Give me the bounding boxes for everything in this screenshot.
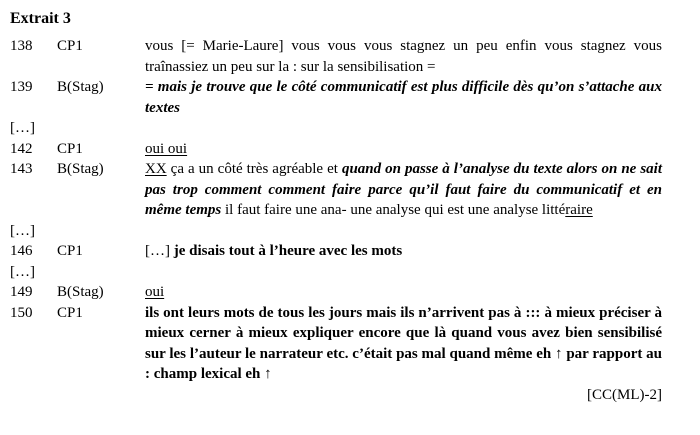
turn-number: 143 [10, 161, 33, 177]
utterance-segment: quand on passe à l’analyse du texte alors on ne sait pas trop comment comment faire parce qu’il faut faire du communicatif et en même temps [145, 161, 662, 218]
transcript-row [10, 77, 662, 118]
speaker-label: CP1 [57, 243, 83, 259]
speaker-label [57, 118, 145, 139]
ellipsis-row [10, 118, 662, 139]
utterance-segment: je disais tout à l’heure avec les mots [173, 243, 403, 259]
utterance-segment: = mais je trouve que le côté communicatif est plus difficile dès qu’on s’attache aux textes [145, 79, 662, 116]
turn-number: 150 [10, 304, 33, 321]
utterance-segment: […] [145, 243, 174, 259]
transcript-row [10, 159, 662, 221]
utterance-text [145, 303, 662, 385]
utterance-text [145, 221, 662, 242]
utterance-text [145, 36, 662, 77]
omission-marker: […] [10, 263, 35, 280]
transcript-row [10, 139, 662, 160]
speaker-label [57, 221, 145, 242]
speaker-label: CP1 [57, 140, 83, 157]
speaker-label: B(Stag) [57, 79, 104, 95]
turn-number: 139 [10, 79, 33, 95]
transcript-row [10, 36, 662, 77]
utterance-segment: ça a un côté très agréable et [166, 161, 342, 177]
utterance-text [145, 282, 662, 303]
transcript-row [10, 282, 662, 303]
turn-number: 149 [10, 284, 33, 300]
utterance-segment: ils ont leurs mots de tous les jours mais ils n’arrivent pas à ::: à mieux préciser à mieux cerner à mieux expliquer encore que là quand vous avez bien sensibilisé sur les l’auteur le narrateur etc. c’était pas mal quand même eh ↑ par rapport au : champ lexical eh ↑ [145, 304, 662, 382]
utterance-text [145, 241, 662, 262]
omission-marker: […] [10, 120, 35, 136]
utterance-segment: vous [= Marie-Laure] vous vous vous stagnez un peu enfin vous stagnez vous traînassiez un peu sur la : sur la sensibilisation = [145, 38, 662, 75]
utterance-segment: oui [145, 284, 165, 300]
turn-number: 142 [10, 140, 33, 157]
speaker-label [57, 262, 145, 283]
speaker-label: CP1 [57, 304, 83, 321]
ellipsis-row [10, 262, 662, 283]
ellipsis-row [10, 221, 662, 242]
utterance-segment: raire [565, 202, 593, 218]
utterance-segment: il faut faire une ana- une analyse qui est une analyse litté [221, 202, 566, 218]
transcript-row [10, 241, 662, 262]
utterance-segment: XX [145, 161, 167, 177]
extract-title: Extrait 3 [10, 10, 71, 27]
turn-number: 138 [10, 38, 33, 54]
speaker-label: B(Stag) [57, 284, 104, 300]
omission-marker: […] [10, 222, 35, 239]
utterance-text [145, 262, 662, 283]
speaker-label: CP1 [57, 38, 83, 54]
transcript-rows [10, 36, 662, 385]
utterance-text [145, 159, 662, 221]
corpus-reference: [CC(ML)-2] [587, 386, 662, 403]
utterance-text [145, 77, 662, 118]
transcript-row [10, 303, 662, 385]
turn-number: 146 [10, 243, 33, 259]
utterance-text [145, 139, 662, 160]
speaker-label: B(Stag) [57, 161, 104, 177]
utterance-text [145, 118, 662, 139]
utterance-segment: oui oui [145, 140, 188, 157]
